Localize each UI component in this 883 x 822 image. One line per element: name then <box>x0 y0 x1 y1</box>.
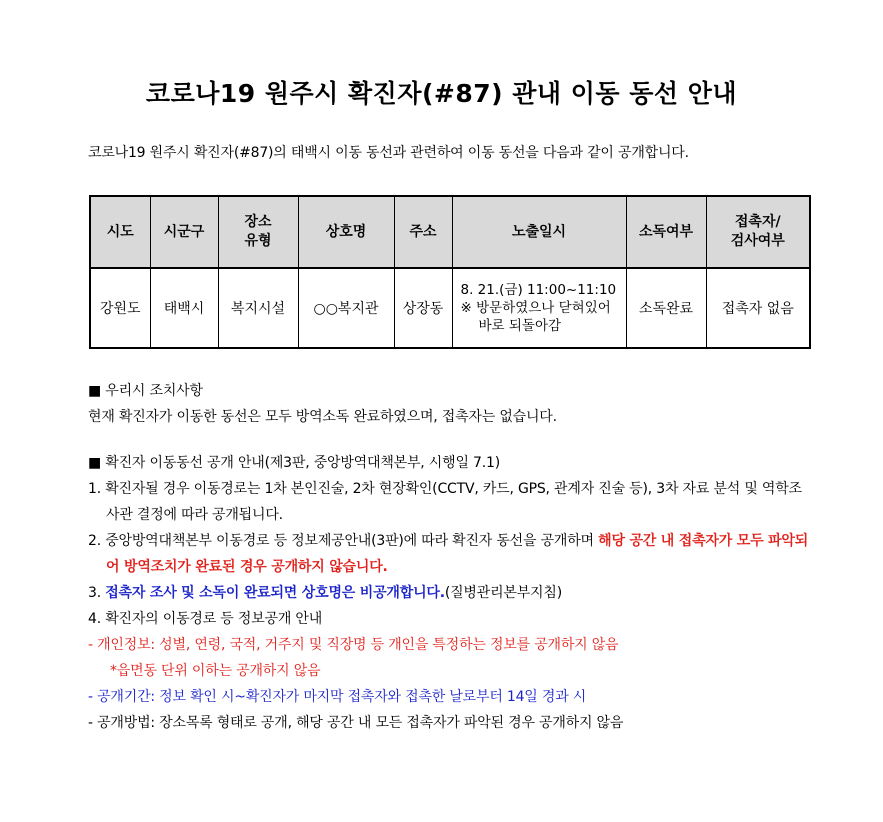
cell-city: 태백시 <box>150 268 218 348</box>
header-province: 시도 <box>90 196 150 268</box>
measures-heading: ■ 우리시 조치사항 <box>88 383 203 399</box>
measures-text: 현재 확진자가 이동한 동선은 모두 방역소독 완료하였으며, 접촉자는 없습니다. <box>88 409 557 425</box>
page-title: 코로나19 원주시 확진자(#87) 관내 이동 동선 안내 <box>145 79 738 108</box>
guide-bullet-personal-info-note: *읍면동 단위 이하는 공개하지 않음 <box>110 663 321 679</box>
header-address: 주소 <box>394 196 452 268</box>
cell-province: 강원도 <box>90 268 150 348</box>
header-business-name: 상호명 <box>298 196 394 268</box>
table-header-row <box>90 196 810 268</box>
guide-bullet-personal-info: - 개인정보: 성별, 연령, 국적, 거주지 및 직장명 등 개인을 특정하는 정보를 공개하지 않음 <box>88 637 619 653</box>
guide-heading: ■ 확진자 이동동선 공개 안내(제3판, 중앙방역대책본부, 시행일 7.1) <box>88 455 500 471</box>
guide-item-2-highlight: 해당 공간 내 접촉자가 모두 파악되어 방역조치가 완료된 경우 공개하지 않습니다. <box>106 533 809 575</box>
exposure-datetime: 8. 21.(금) 11:00~11:10 <box>460 282 617 298</box>
cell-place-type: 복지시설 <box>218 268 298 348</box>
header-place-type: 장소 유형 <box>218 196 298 268</box>
table-row <box>90 268 810 348</box>
guide-item-1: 1. 확진자될 경우 이동경로는 1차 본인진술, 2차 현장확인(CCTV, 카드, GPS, 관계자 진술 등), 3차 자료 분석 및 역학조사관 결정에 따라 공개됩니다. <box>88 481 802 523</box>
exposure-note-cont: 바로 되돌아감 <box>478 318 562 334</box>
guide-item-3-number: 3. <box>88 585 106 601</box>
guide-item-4: 4. 확진자의 이동경로 등 정보공개 안내 <box>88 611 323 627</box>
cell-contacts: 접촉자 없음 <box>706 268 810 348</box>
cell-address: 상장동 <box>394 268 452 348</box>
header-exposure-time: 노출일시 <box>452 196 626 268</box>
guide-bullet-method: - 공개방법: 장소목록 형태로 공개, 해당 공간 내 모든 접촉자가 파악된 경우 공개하지 않음 <box>88 715 624 731</box>
guide-item-3-highlight: 접촉자 조사 및 소독이 완료되면 상호명은 비공개합니다. <box>105 585 445 601</box>
guide-bullet-period: - 공개기간: 정보 확인 시~확진자가 마지막 접촉자와 접촉한 날로부터 14일 경과 시 <box>88 689 587 705</box>
guide-item-3 <box>88 580 810 606</box>
header-city: 시군구 <box>150 196 218 268</box>
header-contacts: 접촉자/ 검사여부 <box>706 196 810 268</box>
cell-business-name: ○○복지관 <box>298 268 394 348</box>
guide-item-2-text: 2. 중앙방역대책본부 이동경로 등 정보제공안내(3판)에 따라 확진자 동선을 공개하며 <box>88 533 599 549</box>
header-disinfection: 소독여부 <box>626 196 706 268</box>
cell-exposure-time <box>452 268 626 348</box>
measures-section <box>88 378 557 430</box>
guide-item-2 <box>88 528 810 580</box>
cell-disinfection: 소독완료 <box>626 268 706 348</box>
exposure-note: ※ 방문하였으나 닫혀있어 <box>460 300 611 316</box>
guide-section <box>88 450 810 736</box>
intro-text: 코로나19 원주시 확진자(#87)의 태백시 이동 동선과 관련하여 이동 동선을 다음과 같이 공개합니다. <box>88 145 689 161</box>
guide-item-3-source: (질병관리본부지침) <box>444 585 562 601</box>
exposure-table <box>89 195 811 349</box>
